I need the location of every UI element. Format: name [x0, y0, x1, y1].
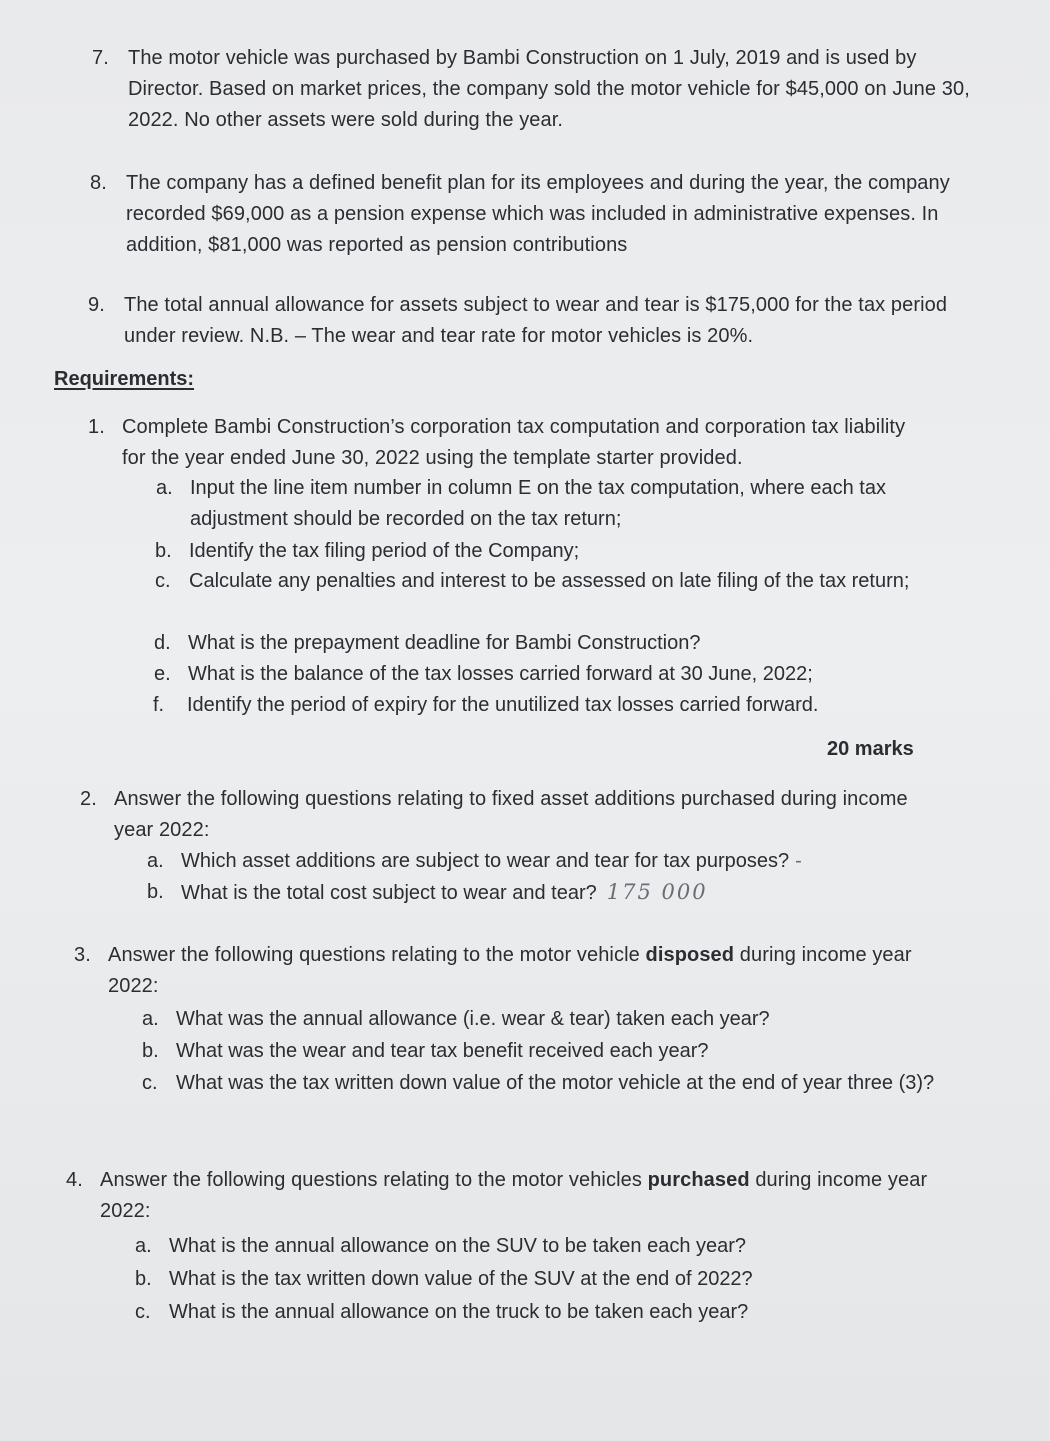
requirement-3 [74, 940, 954, 1002]
requirement-text: Answer the following questions relating to the motor vehicle [108, 944, 646, 966]
requirement-number: 3. [74, 944, 91, 966]
item-9 [88, 290, 968, 352]
sub-letter: c. [142, 1072, 158, 1094]
requirement-1f [153, 690, 973, 721]
item-text: The company has a defined benefit plan for its employees and during the year, the company recorded $69,000 as a pension expense which was included in administrative expenses. In addition, $81,000 was reported as pension contributions [126, 172, 950, 256]
requirement-2b [147, 877, 1027, 909]
item-number: 7. [92, 47, 109, 69]
sub-text: Input the line item number in column E on the tax computation, where each tax adjustment should be recorded on the tax return; [190, 477, 886, 530]
emphasis-text: purchased [647, 1169, 750, 1191]
sub-text: What is the total cost subject to wear and tear? [181, 882, 597, 904]
requirement-1d [154, 628, 974, 659]
sub-text: What is the tax written down value of the SUV at the end of 2022? [169, 1268, 753, 1290]
item-number: 8. [90, 172, 107, 194]
sub-text: What was the wear and tear tax benefit received each year? [176, 1040, 709, 1062]
sub-text: What is the annual allowance on the truck to be taken each year? [169, 1301, 749, 1323]
sub-text: What is the prepayment deadline for Bambi Construction? [188, 632, 701, 654]
sub-letter: c. [135, 1301, 151, 1323]
requirement-1c [155, 566, 925, 597]
requirement-3c [142, 1068, 942, 1099]
sub-letter: b. [155, 540, 172, 562]
requirement-text: Answer the following questions relating to the motor vehicles [100, 1169, 648, 1191]
sub-letter: b. [147, 881, 164, 903]
requirement-4 [66, 1165, 976, 1227]
sub-letter: a. [156, 477, 173, 499]
item-text: The total annual allowance for assets subject to wear and tear is $175,000 for the tax period under review. N.B. – The wear and tear rate for motor vehicles is 20%. [124, 294, 948, 347]
sub-text: What is the annual allowance on the SUV to be taken each year? [169, 1235, 747, 1257]
sub-text: What was the tax written down value of the motor vehicle at the end of year three (3)? [176, 1072, 935, 1094]
requirement-1 [88, 412, 918, 474]
requirement-3b [142, 1036, 962, 1067]
sub-text: Calculate any penalties and interest to be assessed on late filing of the tax return; [189, 570, 910, 592]
sub-text: What is the balance of the tax losses carried forward at 30 June, 2022; [188, 663, 813, 685]
sub-text: Identify the tax filing period of the Company; [189, 540, 580, 562]
requirement-1b [155, 536, 975, 567]
requirement-text-end: during income year 2022: [108, 944, 912, 997]
handwritten-answer: 175 000 [606, 880, 708, 904]
requirement-number: 4. [66, 1169, 83, 1191]
sub-text: What was the annual allowance (i.e. wear & tear) taken each year? [176, 1008, 770, 1030]
requirement-number: 2. [80, 788, 97, 810]
sub-letter: e. [154, 663, 171, 685]
handwritten-note: - [795, 850, 802, 872]
sub-letter: d. [154, 632, 171, 654]
item-number: 9. [88, 294, 105, 316]
requirement-1e [154, 659, 974, 690]
requirement-1a [156, 473, 976, 535]
requirements-heading: Requirements: [54, 368, 195, 390]
sub-letter: f. [153, 694, 165, 716]
requirement-text: Answer the following questions relating to fixed asset additions purchased during income year 2022: [114, 788, 908, 841]
marks-label: 20 marks [827, 738, 914, 760]
item-text: The motor vehicle was purchased by Bambi Construction on 1 July, 2019 and is used by Director. Based on market prices, the company sold the motor vehicle for $45,000 on June 30, 2022. No other assets were sold during the year. [128, 47, 970, 131]
sub-letter: b. [135, 1268, 152, 1290]
requirement-text: Complete Bambi Construction’s corporation tax computation and corporation tax liability for the year ended June 30, 2022 using the template starter provided. [122, 416, 906, 469]
requirement-4a [135, 1231, 955, 1262]
sub-letter: a. [147, 850, 164, 872]
requirement-4b [135, 1264, 955, 1295]
sub-text: Identify the period of expiry for the unutilized tax losses carried forward. [187, 694, 819, 716]
sub-letter: b. [142, 1040, 159, 1062]
item-8 [90, 168, 970, 261]
requirement-2a [147, 846, 1027, 877]
sub-letter: a. [135, 1235, 152, 1257]
sub-letter: a. [142, 1008, 159, 1030]
requirement-4c [135, 1297, 955, 1328]
requirement-text-end: during income year 2022: [100, 1169, 928, 1222]
emphasis-text: disposed [645, 944, 735, 966]
sub-text: Which asset additions are subject to wear and tear for tax purposes? [181, 850, 790, 872]
requirement-3a [142, 1004, 962, 1035]
item-7 [92, 43, 972, 136]
requirement-2 [80, 784, 910, 846]
sub-letter: c. [155, 570, 171, 592]
requirement-number: 1. [88, 416, 105, 438]
